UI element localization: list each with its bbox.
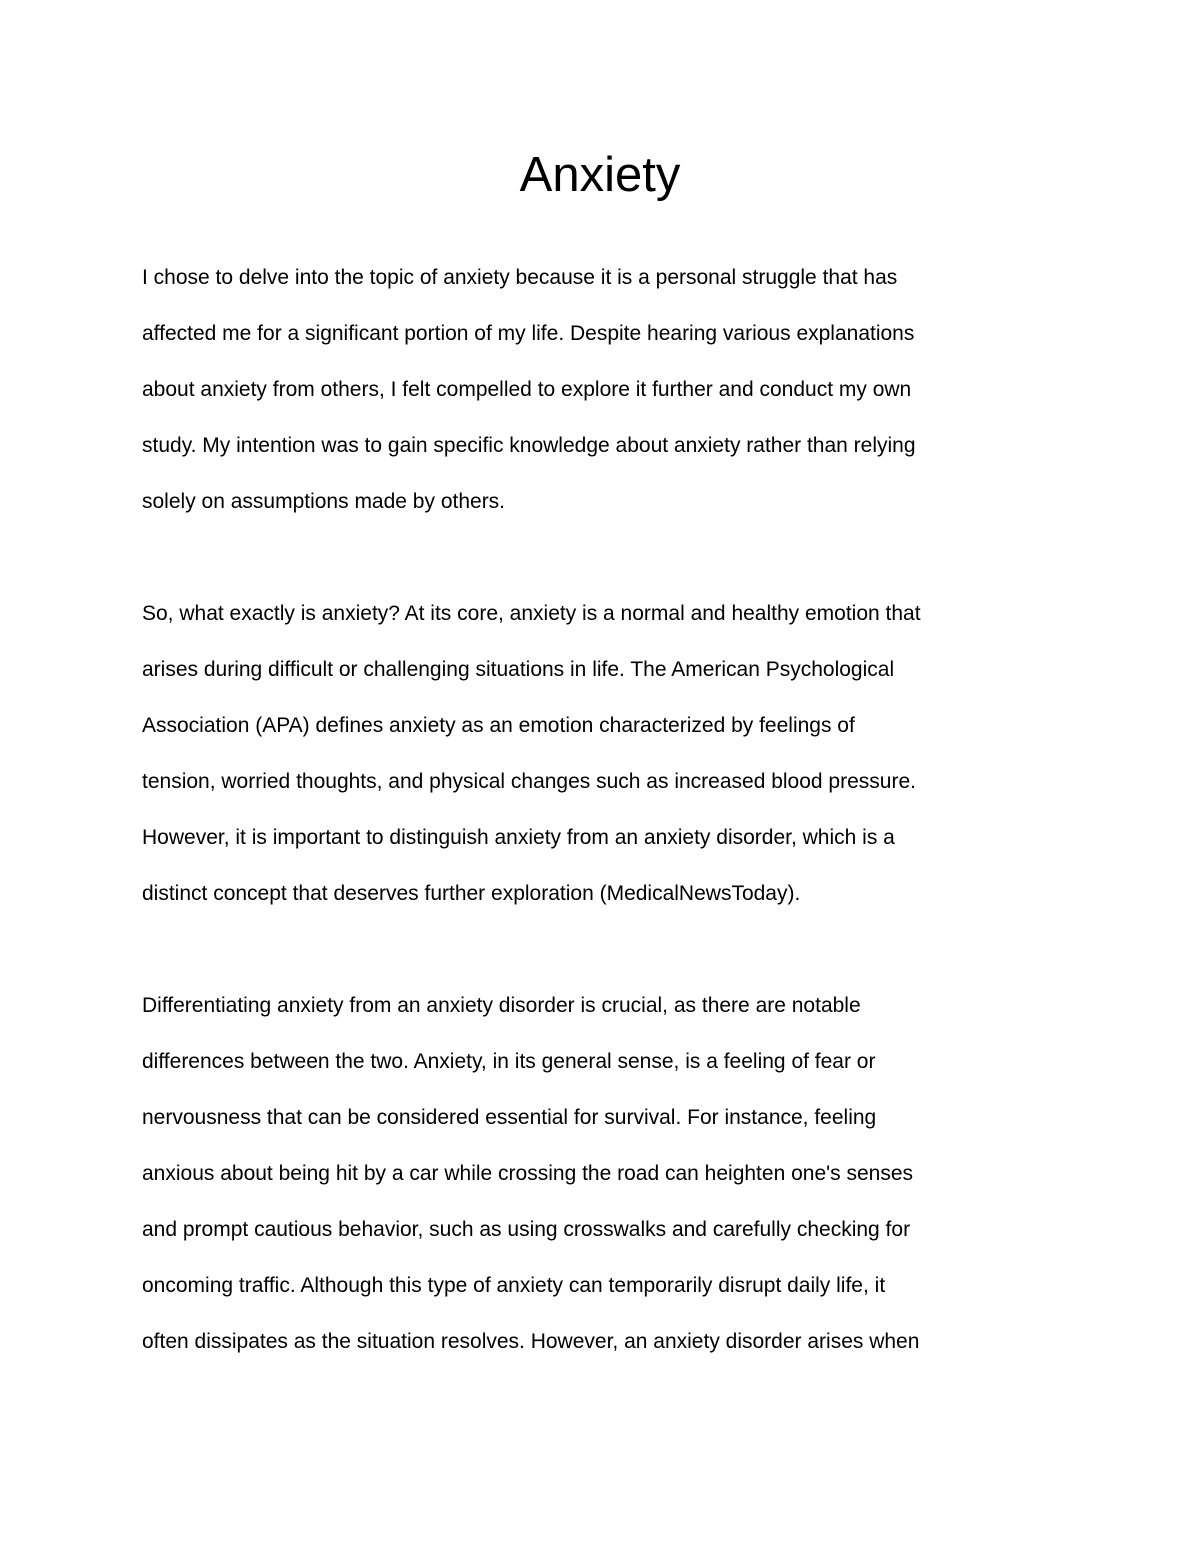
document-body (142, 250, 1082, 1426)
paragraph-line: differences between the two. Anxiety, in its general sense, is a feeling of fear or (142, 1050, 876, 1073)
paragraph-line: study. My intention was to gain specific knowledge about anxiety rather than relying (142, 434, 916, 457)
paragraph-line: affected me for a significant portion of my life. Despite hearing various explanations (142, 322, 915, 345)
paragraph-line: I chose to delve into the topic of anxiety because it is a personal struggle that has (142, 266, 898, 289)
paragraph-2 (142, 586, 1082, 922)
paragraph-line: distinct concept that deserves further exploration (MedicalNewsToday). (142, 882, 801, 905)
paragraph-3 (142, 978, 1082, 1370)
paragraph-line: So, what exactly is anxiety? At its core, anxiety is a normal and healthy emotion that (142, 602, 921, 625)
document-title: Anxiety (519, 148, 681, 202)
paragraph-line: about anxiety from others, I felt compelled to explore it further and conduct my own (142, 378, 912, 401)
paragraph-line: tension, worried thoughts, and physical changes such as increased blood pressure. (142, 770, 916, 793)
paragraph-line: anxious about being hit by a car while crossing the road can heighten one's senses (142, 1162, 914, 1185)
paragraph-line: Association (APA) defines anxiety as an emotion characterized by feelings of (142, 714, 855, 737)
paragraph-line: and prompt cautious behavior, such as using crosswalks and carefully checking for (142, 1218, 911, 1241)
paragraph-line: nervousness that can be considered essential for survival. For instance, feeling (142, 1106, 877, 1129)
paragraph-line: However, it is important to distinguish anxiety from an anxiety disorder, which is a (142, 826, 895, 849)
paragraph-line: oncoming traffic. Although this type of anxiety can temporarily disrupt daily life, it (142, 1274, 886, 1297)
paragraph-line: solely on assumptions made by others. (142, 490, 506, 513)
paragraph-line: arises during difficult or challenging situations in life. The American Psychological (142, 658, 895, 681)
paragraph-line: Differentiating anxiety from an anxiety disorder is crucial, as there are notable (142, 994, 861, 1017)
paragraph-line: often dissipates as the situation resolves. However, an anxiety disorder arises when (142, 1330, 920, 1353)
paragraph-1 (142, 250, 1082, 530)
